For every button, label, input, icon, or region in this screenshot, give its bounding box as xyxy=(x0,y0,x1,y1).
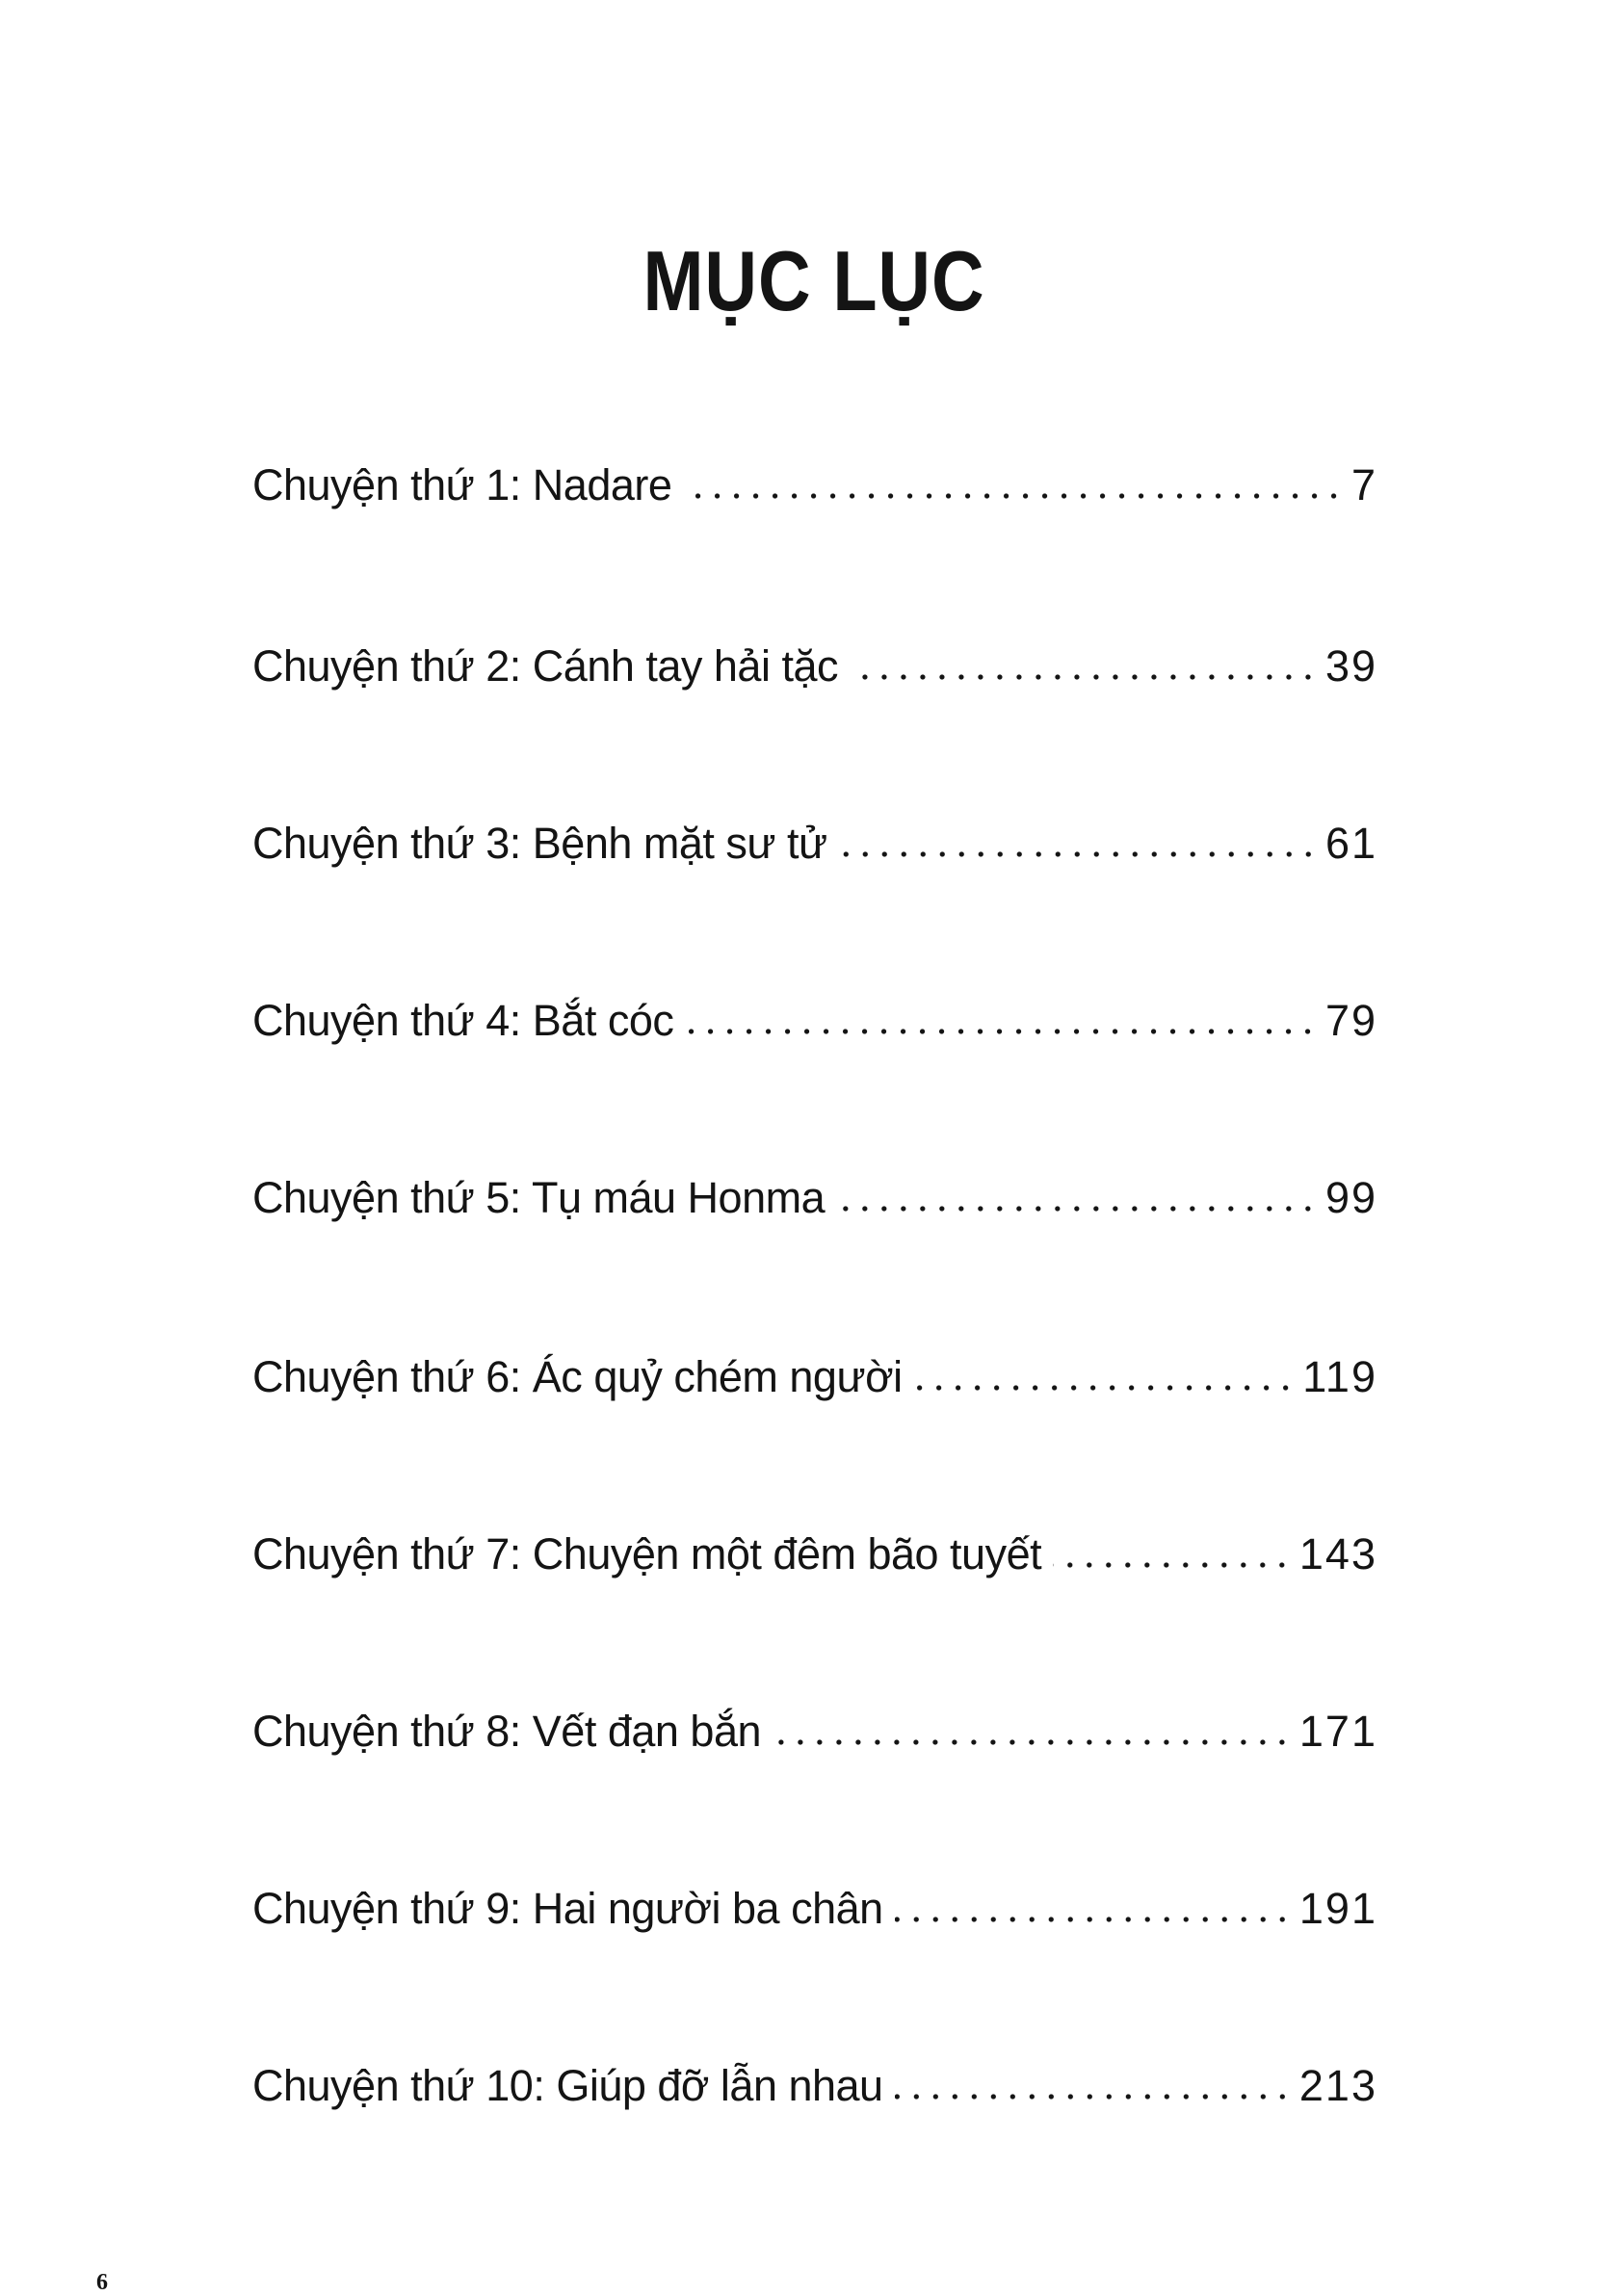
toc-entry-label: Chuyện thứ 7: Chuyện một đêm bão tuyết xyxy=(252,1529,1042,1578)
toc-entry-page: 99 xyxy=(1324,1173,1377,1222)
toc-entry-page: 39 xyxy=(1324,641,1377,691)
toc-entry-label: Chuyện thứ 9: Hai người ba chân xyxy=(252,1884,883,1933)
toc-entry-page: 7 xyxy=(1350,460,1377,509)
toc-entry xyxy=(252,813,1377,874)
toc-entry-label: Chuyện thứ 3: Bệnh mặt sư tử xyxy=(252,819,827,868)
dot-leader xyxy=(685,1029,1318,1034)
toc-entry-page: 191 xyxy=(1298,1884,1377,1933)
dot-leader xyxy=(839,851,1318,857)
toc-entry xyxy=(252,1346,1377,1408)
toc-entry-page: 213 xyxy=(1298,2061,1377,2110)
toc-entry-label: Chuyện thứ 4: Bắt cóc xyxy=(252,996,674,1045)
toc-entry xyxy=(252,1167,1377,1229)
toc-entry-page: 61 xyxy=(1324,819,1377,868)
toc-entry-label: Chuyện thứ 5: Tụ máu Honma xyxy=(252,1173,826,1222)
toc-entry-page: 171 xyxy=(1298,1707,1377,1756)
toc-entry xyxy=(252,636,1377,697)
dot-leader xyxy=(1053,1562,1292,1568)
toc-entry-page: 119 xyxy=(1302,1352,1377,1401)
toc-entry-label: Chuyện thứ 10: Giúp đỡ lẫn nhau xyxy=(252,2061,883,2110)
toc-entry xyxy=(252,455,1377,516)
toc-entry xyxy=(252,1701,1377,1762)
dot-leader xyxy=(914,1385,1296,1391)
toc-entry-label: Chuyện thứ 8: Vết đạn bắn xyxy=(252,1707,762,1756)
dot-leader xyxy=(683,493,1344,499)
dot-leader xyxy=(895,1917,1292,1922)
page-title: MỤC LỤC xyxy=(642,233,985,328)
toc-entry-label: Chuyện thứ 1: Nadare xyxy=(252,460,672,509)
dot-leader xyxy=(836,1206,1318,1212)
page-number: 6 xyxy=(96,2270,108,2295)
dot-leader xyxy=(850,674,1318,680)
toc-entry xyxy=(252,990,1377,1052)
toc-entry xyxy=(252,1524,1377,1585)
toc-entry xyxy=(252,1878,1377,1940)
toc-entry-page: 143 xyxy=(1298,1529,1377,1578)
dot-leader xyxy=(773,1739,1292,1745)
toc-entry-label: Chuyện thứ 2: Cánh tay hải tặc xyxy=(252,641,838,691)
dot-leader xyxy=(895,2094,1292,2100)
toc-entry-page: 79 xyxy=(1324,996,1377,1045)
toc-entry-label: Chuyện thứ 6: Ác quỷ chém người xyxy=(252,1352,903,1401)
toc-entry xyxy=(252,2055,1377,2117)
